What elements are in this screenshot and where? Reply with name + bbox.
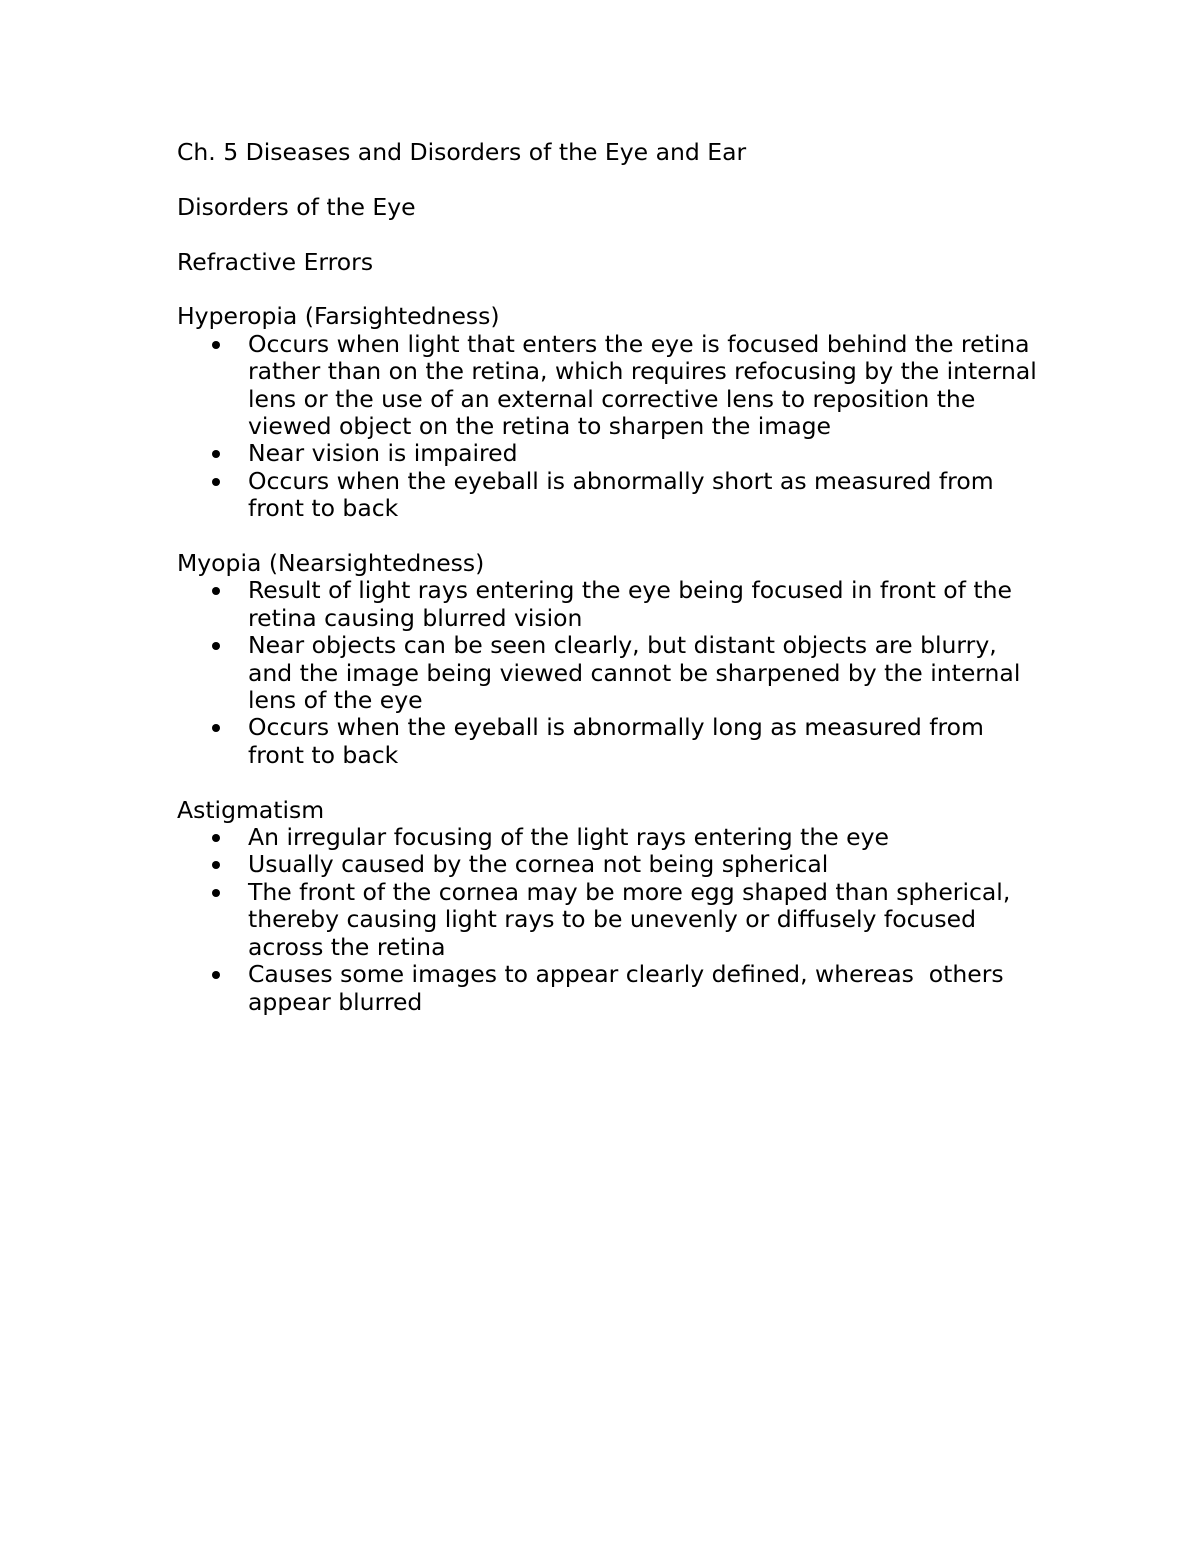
list-item bbox=[177, 331, 1047, 441]
list-item-text: Result of light rays entering the eye being focused in front of the retina causing blurred vision bbox=[248, 576, 1020, 632]
section-title: Astigmatism bbox=[177, 795, 325, 824]
list-item-text: Near vision is impaired bbox=[248, 439, 518, 468]
list-item bbox=[177, 577, 1047, 632]
list-item bbox=[177, 632, 1047, 714]
list-item-text: Usually caused by the cornea not being spherical bbox=[248, 850, 829, 879]
bullet-list bbox=[177, 577, 1047, 769]
section-title: Hyperopia (Farsightedness) bbox=[177, 302, 500, 331]
document-heading: Disorders of the Eye bbox=[177, 192, 416, 221]
list-item-text: Occurs when light that enters the eye is focused behind the retina rather than on the retina, which requires refocusing by the internal lens or the use of an external corrective lens to reposition the viewed object on the retina to sharpen the image bbox=[248, 329, 1045, 441]
bullet-icon bbox=[212, 861, 220, 869]
bullet-icon bbox=[212, 341, 220, 349]
list-item bbox=[177, 961, 1047, 1016]
list-item-text: Occurs when the eyeball is abnormally long as measured from front to back bbox=[248, 713, 992, 769]
bullet-list bbox=[177, 331, 1047, 523]
list-item bbox=[177, 468, 1047, 523]
list-item bbox=[177, 440, 1047, 467]
spacer bbox=[177, 769, 1047, 796]
section-hyperopia bbox=[177, 303, 1047, 522]
list-item bbox=[177, 714, 1047, 769]
spacer bbox=[177, 166, 1047, 193]
document-body bbox=[177, 139, 1047, 1016]
bullet-icon bbox=[212, 478, 220, 486]
document-subheading: Refractive Errors bbox=[177, 247, 374, 276]
spacer bbox=[177, 276, 1047, 303]
list-item-text: The front of the cornea may be more egg shaped than spherical, thereby causing light rays to be unevenly or diffusely focused across the retina bbox=[248, 877, 1018, 961]
bullet-icon bbox=[212, 587, 220, 595]
section-myopia bbox=[177, 550, 1047, 769]
list-item bbox=[177, 824, 1047, 851]
list-item-text: Occurs when the eyeball is abnormally short as measured from front to back bbox=[248, 466, 1002, 523]
list-item bbox=[177, 851, 1047, 878]
spacer bbox=[177, 523, 1047, 550]
list-item-text: An irregular focusing of the light rays entering the eye bbox=[248, 823, 889, 852]
list-item-text: Near objects can be seen clearly, but distant objects are blurry, and the image being viewed cannot be sharpened by the internal lens of the eye bbox=[248, 631, 1028, 715]
bullet-icon bbox=[212, 889, 220, 897]
spacer bbox=[177, 221, 1047, 248]
list-item bbox=[177, 879, 1047, 961]
bullet-icon bbox=[212, 834, 220, 842]
bullet-icon bbox=[212, 724, 220, 732]
section-astigmatism bbox=[177, 797, 1047, 1016]
section-title: Myopia (Nearsightedness) bbox=[177, 549, 485, 578]
list-item-text: Causes some images to appear clearly defined, whereas others appear blurred bbox=[248, 960, 1012, 1016]
bullet-list bbox=[177, 824, 1047, 1016]
bullet-icon bbox=[212, 971, 220, 979]
bullet-icon bbox=[212, 450, 220, 458]
document-title: Ch. 5 Diseases and Disorders of the Eye and Ear bbox=[177, 138, 747, 166]
bullet-icon bbox=[212, 642, 220, 650]
